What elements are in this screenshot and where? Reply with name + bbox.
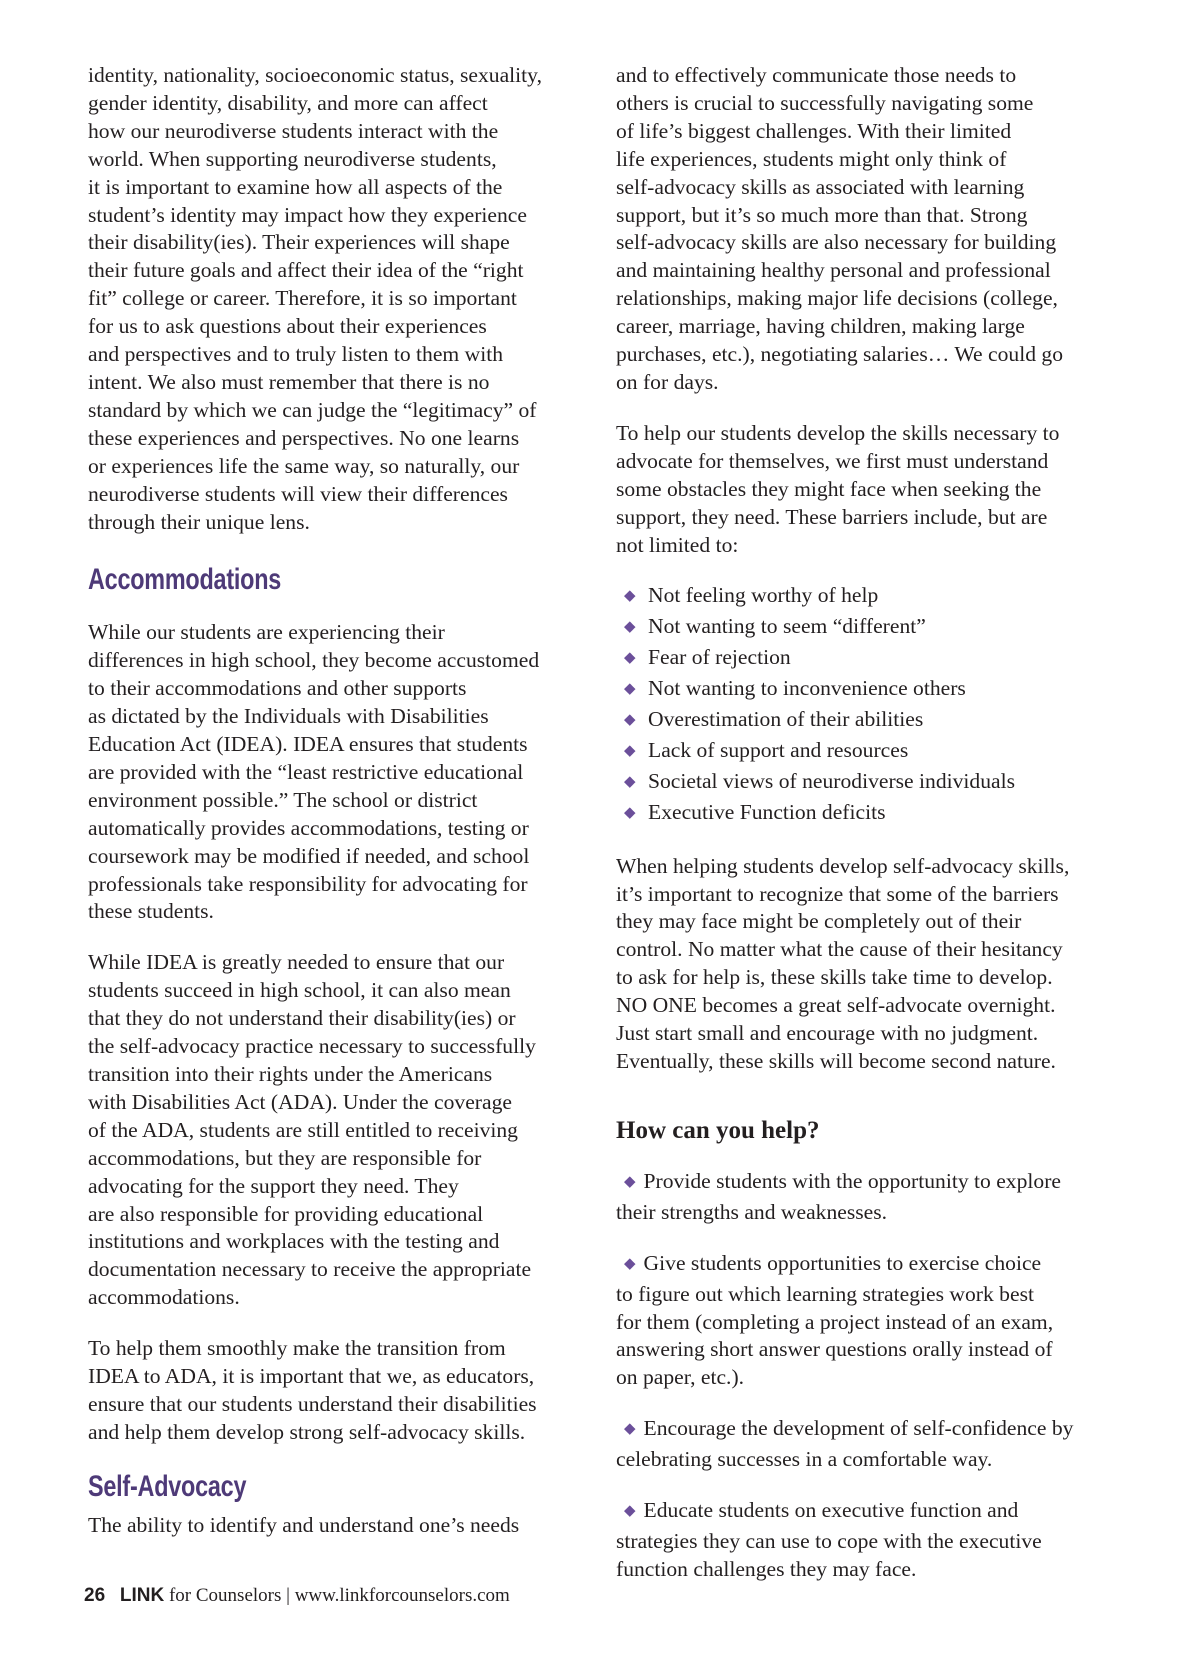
diamond-bullet-icon: ◆ [624,804,636,821]
help-heading: How can you help? [616,1116,820,1144]
footer-url: www.linkforcounselors.com [294,1585,510,1606]
diamond-bullet-icon: ◆ [624,742,636,759]
diamond-bullet-icon: ◆ [624,588,636,605]
list-item-text: Lack of support and resources [648,737,909,762]
list-item-text: Not feeling worthy of help [648,583,879,608]
diamond-bullet-icon: ◆ [624,773,636,790]
list-item [624,582,1121,613]
diamond-bullet-icon: ◆ [624,1255,636,1272]
list-item [624,799,1121,830]
diamond-bullet-icon: ◆ [624,1173,636,1190]
list-item-text: Overestimation of their abilities [648,707,924,732]
left-column [88,62,593,1563]
footer-separator: | [286,1585,290,1606]
list-item [624,737,1121,768]
diamond-bullet-icon: ◆ [624,650,636,667]
barriers-intro-paragraph: To help our students develop the skills necessary to advocate for themselves, we first must understand some obstacles they might face when seeking the support, they need. These barriers include, but are not limited to: [616,420,1060,557]
heading-self-advocacy: Self-Advocacy [88,1469,247,1503]
help-item [616,1415,1121,1474]
diamond-bullet-icon: ◆ [624,1503,636,1520]
list-item [624,613,1121,644]
footer-brand: LINK [119,1585,165,1606]
barriers-outro-paragraph: When helping students develop self-advocacy skills, it’s important to recognize that some of the barriers they may face might be completely out of their control. No matter what the cause of their hesitancy to ask for help is, these skills take time to develop. NO ONE becomes a great self-advocate overnight. Just start small and encourage with no judgment. Eventually, these skills will become second nature. [616,853,1070,1073]
list-item [624,768,1121,799]
right-column [616,62,1121,1607]
self-advocacy-paragraph: The ability to identify and understand one’s needs [88,1512,520,1537]
list-item-text: Not wanting to inconvenience others [648,676,966,701]
help-item-text: Provide students with the opportunity to explore their strengths and weaknesses. [616,1168,1061,1224]
accommodations-paragraph-2: While IDEA is greatly needed to ensure that our students succeed in high school, it can also mean that they do not understand their disability(ies) or the self-advocacy practice necessary to successfully transition into their rights under the Americans with Disabilities Act (ADA). Under the coverage of the ADA, students are still entitled to receiving accommodations, but they are responsible for advocating for the support they need. They are also responsible for providing educational institutions and workplaces with the testing and documentation necessary to receive the appropriate accommodations. [88,950,536,1310]
help-item [616,1250,1121,1393]
diamond-bullet-icon: ◆ [624,619,636,636]
list-item [624,675,1121,706]
accommodations-paragraph-1: While our students are experiencing their differences in high school, they become accustomed to their accommodations and other supports as dictated by the Individuals with Disabilities Education Act (IDEA). IDEA ensures that students are provided with the “least restrictive educational environment possible.” The school or district automatically provides accommodations, testing or coursework may be modified if needed, and school professionals take responsibility for advocating for these students. [88,620,540,924]
accommodations-paragraph-3: To help them smoothly make the transition from IDEA to ADA, it is important that we, as educators, ensure that our students understand their disabilities and help them develop strong self-advocacy skills. [88,1336,537,1444]
help-item-text: Educate students on executive function and strategies they can use to cope with the executive function challenges they may face. [616,1498,1042,1581]
help-item [616,1168,1121,1227]
barriers-list [616,582,1121,829]
diamond-bullet-icon: ◆ [624,681,636,698]
list-item [624,706,1121,737]
intro-paragraph: identity, nationality, socioeconomic status, sexuality, gender identity, disability, and more can affect how our neurodiverse students interact with the world. When supporting neurodiverse students, it is important to examine how all aspects of the student’s identity may impact how they experience their disability(ies). Their experiences will shape their future goals and affect their idea of the “right fit” college or career. Therefore, it is so important for us to ask questions about their experiences and perspectives and to truly listen to them with intent. We also must remember that there is no standard by which we can judge the “legitimacy” of these experiences and perspectives. No one learns or experiences life the same way, so naturally, our neurodiverse students will view their differences through their unique lens. [88,63,542,534]
list-item-text: Executive Function deficits [648,799,886,824]
page-number: 26 [84,1585,106,1606]
list-item-text: Societal views of neurodiverse individuals [648,768,1016,793]
self-advocacy-continued-paragraph: and to effectively communicate those needs to others is crucial to successfully navigating some of life’s biggest challenges. With their limited life experiences, students might only think of self-advocacy skills as associated with learning support, but it’s so much more than that. Strong self-advocacy skills are also necessary for building and maintaining healthy personal and professional relationships, making major life decisions (college, career, marriage, having children, making large purchases, etc.), negotiating salaries… We could go on for days. [616,63,1063,394]
footer-publication: for Counselors [168,1585,282,1606]
help-item [616,1497,1121,1584]
list-item [624,644,1121,675]
diamond-bullet-icon: ◆ [624,712,636,729]
list-item-text: Fear of rejection [648,645,791,670]
help-item-text: Encourage the development of self-confidence by celebrating successes in a comfortable way. [616,1416,1074,1472]
diamond-bullet-icon: ◆ [624,1421,636,1438]
heading-accommodations: Accommodations [88,563,282,597]
page-footer [84,1584,510,1608]
help-item-text: Give students opportunities to exercise choice to figure out which learning strategies work best for them (completing a project instead of an exam, answering short answer questions orally instead of on paper, etc.). [616,1250,1054,1390]
list-item-text: Not wanting to seem “different” [648,614,926,639]
